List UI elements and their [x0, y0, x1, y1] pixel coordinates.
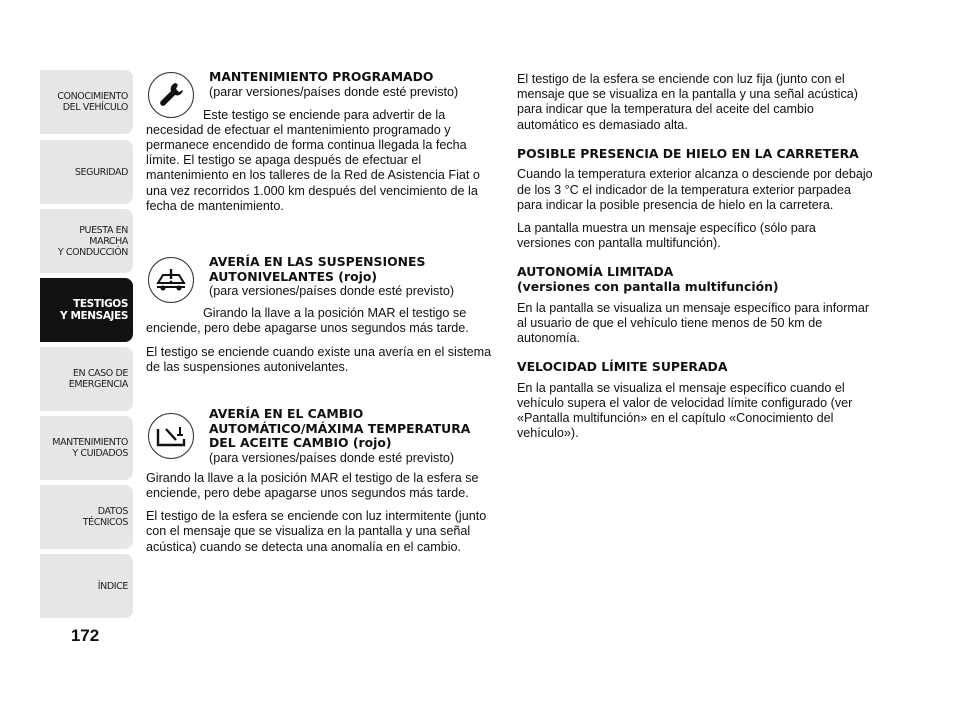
- section-subtitle: (para versiones/países donde esté previsto): [209, 284, 455, 299]
- tab-indice[interactable]: [40, 554, 133, 618]
- section-title: AVERÍA EN LAS SUSPENSIONES AUTONIVELANTES (rojo): [209, 254, 426, 284]
- tab-label: CONOCIMIENTO DEL VEHÍCULO: [57, 91, 128, 113]
- tab-mantenimiento[interactable]: [40, 416, 133, 480]
- section-maintenance: [146, 70, 496, 222]
- section-body: El testigo se enciende cuando existe una avería en el sistema de las suspensiones autonivelantes.: [146, 344, 492, 374]
- range-subheading: (versiones con pantalla multifunción): [517, 279, 779, 295]
- section-gearbox: [146, 407, 496, 563]
- section-body: El testigo de la esfera se enciende con luz intermitente (junto con el mensaje que se visualiza en la pantalla y una señal acústica) cuando se detecta una anomalía en el cambio.: [146, 509, 487, 554]
- tab-label: TESTIGOS Y MENSAJES: [60, 298, 128, 322]
- section-title: AVERÍA EN EL CAMBIO AUTOMÁTICO/MÁXIMA TEMPERATURA DEL ACEITE CAMBIO (rojo): [209, 406, 471, 451]
- section-title: MANTENIMIENTO PROGRAMADO: [209, 69, 434, 84]
- section-subtitle: (para versiones/países donde esté previsto): [209, 450, 455, 465]
- speed-body: En la pantalla se visualiza el mensaje específico cuando el vehículo supera el valor de velocidad límite configurado (ver «Pantalla multifunción» en el capítulo «Conocimiento del vehículo»).: [517, 380, 853, 441]
- right-column: [517, 72, 873, 450]
- tab-conocimiento[interactable]: [40, 70, 133, 134]
- ice-heading: POSIBLE PRESENCIA DE HIELO EN LA CARRETERA: [517, 145, 859, 161]
- tab-label: EN CASO DE EMERGENCIA: [68, 368, 128, 390]
- range-body: En la pantalla se visualiza un mensaje específico para informar al usuario de que el vehículo tiene menos de 50 km de autonomía.: [517, 300, 870, 346]
- tab-label: DATOS TÉCNICOS: [82, 506, 128, 528]
- tab-datos-tecnicos[interactable]: [40, 485, 133, 549]
- tab-label: MANTENIMIENTO Y CUIDADOS: [52, 437, 128, 459]
- section-subtitle: (parar versiones/países donde esté previsto): [209, 84, 459, 99]
- tab-testigos[interactable]: [40, 278, 133, 342]
- section-body: Este testigo se enciende para advertir de la necesidad de efectuar el mantenimiento programado y permanece encendido de forma continua llegada la fecha límite. El testigo se apaga después de efectuar el mantenimiento en los talleres de la Red de Asistencia Fiat o una vez recorridos 1.000 km después del vencimiento de la fecha de mantenimiento.: [146, 107, 480, 213]
- intro-paragraph: El testigo de la esfera se enciende con luz fija (junto con el mensaje que se visualiza en la pantalla y una señal acústica) para indicar que la temperatura del aceite del cambio automático es demasiado alta.: [517, 72, 858, 132]
- tab-seguridad[interactable]: [40, 140, 133, 204]
- range-heading: AUTONOMÍA LIMITADA: [517, 264, 674, 280]
- page-number: 172: [70, 626, 100, 645]
- section-body: Girando la llave a la posición MAR el testigo se enciende, pero debe apagarse unos segundos más tarde.: [146, 306, 469, 336]
- speed-heading: VELOCIDAD LÍMITE SUPERADA: [517, 359, 728, 375]
- gearbox-temperature-icon: [148, 413, 194, 459]
- tab-label: PUESTA EN MARCHA Y CONDUCCIÓN: [57, 224, 128, 258]
- wrench-icon: [148, 72, 194, 118]
- tab-emergencia[interactable]: [40, 347, 133, 411]
- suspension-warning-icon: [148, 257, 194, 303]
- ice-body: Cuando la temperatura exterior alcanza o desciende por debajo de los 3 °C el indicador de la temperatura exterior parpadea para indicar la posible presencia de hielo en la carretera.: [517, 167, 873, 212]
- section-suspension: [146, 255, 496, 383]
- tab-label: ÍNDICE: [97, 580, 128, 592]
- tab-label: SEGURIDAD: [74, 166, 128, 178]
- tab-puesta-en-marcha[interactable]: [40, 209, 133, 273]
- section-body: Girando la llave a la posición MAR el testigo de la esfera se enciende, pero debe apagarse unos segundos más tarde.: [146, 470, 479, 500]
- ice-body: La pantalla muestra un mensaje específico (sólo para versiones con pantalla multifunción).: [517, 221, 816, 251]
